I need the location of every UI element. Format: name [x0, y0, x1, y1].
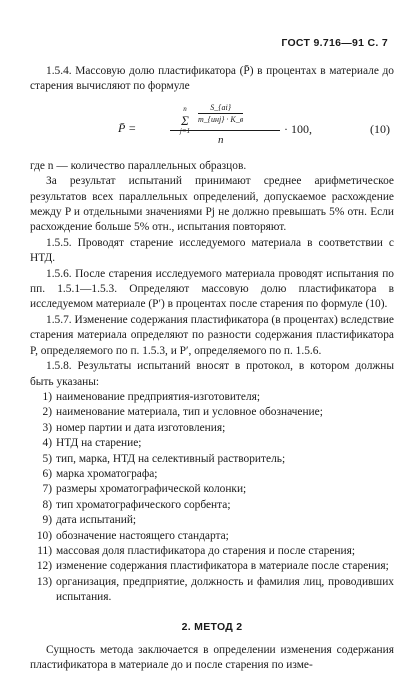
paragraph-method: Сущность метода заключается в определении изменения содержания пластификатора в материале до и после старения по изме- — [30, 644, 394, 672]
document-body — [30, 64, 394, 674]
inner-denominator: m_{инj} · K_в — [198, 114, 244, 124]
formula-lhs: P̄ = — [118, 120, 137, 135]
paragraph-1-5-6: 1.5.6. После старения исследуемого материала проводят испытания по пп. 1.5.1—1.5.3. Определяют массовую долю пластификатора в исследуемом материале (P′) в процентах после старения по формуле (10). — [30, 267, 394, 311]
paragraph-1-5-7: 1.5.7. Изменение содержания пластификатора (в процентах) вследствие старения материала определяют по разности содержания пластификатора P, определяемого по п. 1.5.3, и P′, определяемого по п. 1.5.6. — [30, 313, 394, 357]
section-title: 2. МЕТОД 2 — [181, 620, 243, 633]
protocol-list — [30, 390, 394, 606]
list-item: 10) обозначение настоящего стандарта; — [36, 529, 229, 542]
sum-upper-limit: n — [183, 104, 187, 113]
list-item: 7) размеры хроматографической колонки; — [42, 483, 247, 496]
paragraph-1-5-8: 1.5.8. Результаты испытаний вносят в протокол, в котором должны быть указаны: — [30, 360, 394, 388]
list-item: 4) НТД на старение; — [42, 437, 142, 450]
list-item: 12) изменение содержания пластификатора в материале после старения; — [36, 560, 389, 573]
list-item: 6) марка хроматографа; — [42, 467, 158, 480]
inner-fraction-bar — [198, 113, 243, 114]
formula-number: (10) — [370, 121, 390, 136]
list-item: 2) наименование материала, тип и условное обозначение; — [42, 406, 323, 419]
inner-numerator: S_{ai} — [210, 102, 231, 112]
paragraph-1-5-5: 1.5.5. Проводят старение исследуемого материала в соответствии с НТД. — [30, 236, 394, 265]
formula-multiplier: · 100, — [284, 121, 312, 136]
paragraph-where: где n — количество параллельных образцов. — [30, 159, 247, 172]
list-item: 1) наименование предприятия-изготовителя; — [42, 390, 261, 403]
paragraph-1-5-4: 1.5.4. Массовую долю пластификатора (P̄) в процентах в материале до старения вычисляют по формуле — [30, 65, 394, 93]
list-item: 3) номер партии и дата изготовления; — [42, 421, 226, 434]
main-fraction-bar — [170, 130, 280, 131]
formula-10 — [30, 97, 394, 157]
list-item: 8) тип хроматографического сорбента; — [42, 498, 231, 511]
list-item: 9) дата испытаний; — [42, 514, 137, 527]
formula-denominator: n — [218, 133, 224, 146]
list-item: 5) тип, марка, НТД на селективный растворитель; — [42, 452, 286, 465]
list-item: 13) организация, предприятие, должность и фамилия лиц, проводивших испытания. — [36, 575, 394, 604]
list-item: 11) массовая доля пластификатора до старения и после старения; — [37, 544, 355, 557]
paragraph-result: За результат испытаний принимают среднее арифметическое результатов всех параллельных определений, допускаемое расхождение между P и отдельными значениями Pj не должно превышать 5% отн. Если расхождение больше 5% отн., испытания повторяют. — [30, 175, 394, 234]
page-header: ГОСТ 9.716—91 С. 7 — [281, 37, 388, 49]
inner-fraction — [198, 103, 243, 124]
sum-symbol: Σ — [181, 112, 189, 128]
formula-sum — [175, 104, 195, 137]
sum-lower-limit: j=1 — [179, 126, 191, 135]
